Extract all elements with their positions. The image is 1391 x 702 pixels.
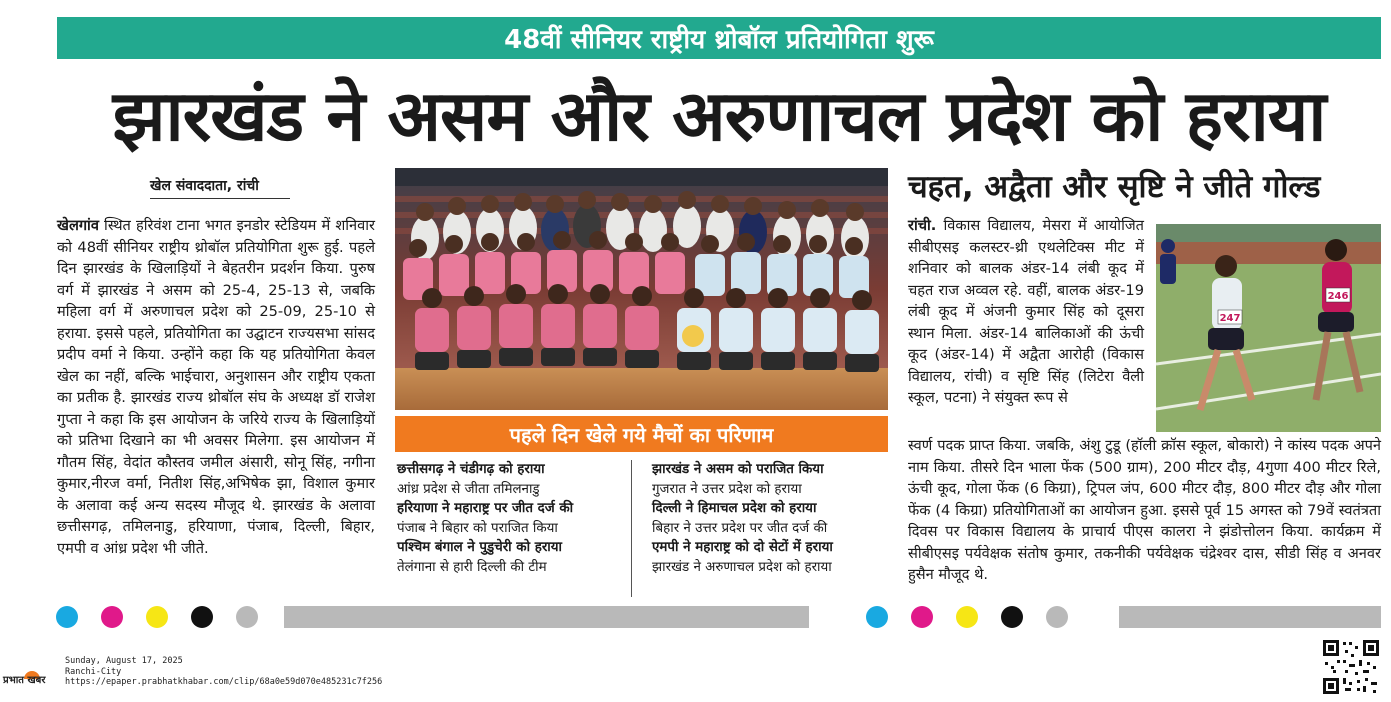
byline: खेल संवाददाता, रांची [150, 178, 259, 194]
result-line: बिहार ने उत्तर प्रदेश पर जीत दर्ज की [652, 520, 828, 536]
runner-background [1160, 239, 1176, 284]
bib-number: 246 [1327, 291, 1349, 302]
secondary-story-continued: स्वर्ण पदक प्राप्त किया. जबकि, अंशु टुडू (हॉली क्रॉस स्कूल, बोकारो) ने कांस्य पदक अपने नाम किया. तीसरे दिन भाला फेंक (500 ग्राम), 200 मीटर दौड़, 4गुणा 400 मीटर रिले, ऊंची कूद, गोला फेंक (6 किग्रा), ट्रिपल जंप, 600 मीटर दौड़, 800 मीटर दौड़ और गोला फेंक (4 किग्रा) प्रतियोगिताओं का आयोजन हुआ. इससे पूर्व 15 अगस्त को 79वें स्वतंत्रता दिवस पर विकास विद्यालय के प्राचार्य पीएस कालरा ने झंडोत्तोलन किया. कार्यक्रम में सीबीएसइ पर्यवेक्षक संतोष कुमार, तकनीकी पर्यवेक्षक चंद्रेश्वर दास, सीडी सिंह व अनवर हुसैन मौजूद थे. [908, 437, 1381, 583]
team-photo-illustration [395, 168, 888, 410]
result-line: पश्चिम बंगाल ने पुडुचेरी को हराया [397, 540, 563, 555]
main-story-body [57, 215, 375, 559]
main-headline: झारखंड ने असम और अरुणाचल प्रदेश को हराया [112, 75, 1326, 157]
result-line: झारखंड ने अरुणाचल प्रदेश को हराया [652, 559, 832, 575]
result-line: आंध्र प्रदेश से जीता तमिलनाडु [397, 481, 540, 497]
result-line: गुजरात ने उत्तर प्रदेश को हराया [652, 481, 802, 497]
team-photo [395, 168, 888, 410]
yellow-registration-dot [146, 606, 168, 628]
kicker-banner [57, 17, 1381, 59]
black-registration-dot [191, 606, 213, 628]
results-column-2 [652, 460, 888, 577]
footer-clip-info [65, 656, 382, 688]
publisher-logo-icon [22, 664, 42, 672]
result-line: दिल्ली ने हिमाचल प्रदेश को हराया [652, 501, 817, 516]
cyan-registration-dot [56, 606, 78, 628]
result-line: छत्तीसगढ़ ने चंडीगढ़ को हराया [397, 462, 545, 477]
secondary-story-body [908, 215, 1144, 409]
cyan-registration-dot [866, 606, 888, 628]
throwball [682, 325, 704, 347]
magenta-registration-dot [101, 606, 123, 628]
result-line: तेलंगाना से हारी दिल्ली की टीम [397, 559, 547, 575]
bib-number: 247 [1219, 313, 1241, 324]
dateline: रांची. [908, 217, 937, 234]
athletics-photo-illustration [1156, 224, 1381, 432]
secondary-story-text: विकास विद्यालय, मेसरा में आयोजित सीबीएसइ कलस्टर-थ्री एथलेटिक्स मीट में शनिवार को बालक अंडर-14 लंबी कूद में चहत राज अव्वल रहे. वहीं, बालक अंडर-19 लंबी कूद में अंजनी कुमार सिंह को दूसरा स्थान मिला. अंडर-14 बालिकाओं की ऊंची कूद (अंडर-14) में अद्वैता आरोही (विकास विद्यालय, रांची) व सृष्टि सिंह (लिटेरा वैली स्कूल, पटना) ने संयुक्त रूप से [908, 217, 1144, 406]
registration-grey-bar [1119, 606, 1381, 628]
dateline: खेलगांव [57, 217, 99, 234]
registration-grey-bar [284, 606, 809, 628]
publisher-logo: प्रभात खबर [3, 675, 46, 686]
athletics-photo [1156, 224, 1381, 432]
qr-code-icon[interactable] [1321, 638, 1381, 696]
byline-rule [150, 198, 290, 199]
main-story-text: स्थित हरिवंश टाना भगत इनडोर स्टेडियम में शनिवार को 48वीं सीनियर राष्ट्रीय थ्रोबॉल प्रतियोगिता शुरू हुई. पहले दिन झारखंड के खिलाड़ियों ने बेहतरीन प्रदर्शन किया. पुरुष वर्ग में झारखंड ने असम को 25-4, 25-13 से, जबकि महिला वर्ग में अरुणाचल प्रदेश को 25-09, 25-10 से हराया. इससे पहले, प्रतियोगिता का उद्घाटन राज्यसभा सांसद प्रदीप वर्मा ने किया. उन्होंने कहा कि यह प्रतियोगिता केवल खेल का नहीं, बल्कि भाईचारा, अनुशासन और राष्ट्रीय एकता का प्रतीक है. झारखंड राज्य थ्रोबॉल संघ के अध्यक्ष डॉ राजेश गुप्ता ने कहा कि इस आयोजन के जरिये राज्य के खिलाड़ियों को प्रतिभा दिखाने का भी अवसर मिलेगा. इस आयोजन में गौतम सिंह, वेदांत कौस्तव जमील अंसारी, सोनू सिंह, नगीना कुमार,नीरज वर्मा, नितीश सिंह,अभिषेक झा, विशाल कुमार के अलावा कई अन्य सदस्य मौजूद थे. झारखंड के अलावा छत्तीसगढ़, तमिलनाडु, हरियाणा, पंजाब, दिल्ली, बिहार, एमपी व आंध्र प्रदेश भी जीते. [57, 217, 375, 557]
results-column-1 [397, 460, 622, 577]
result-line: एमपी ने महाराष्ट्र को दो सेटों में हराया [652, 540, 833, 555]
footer-url[interactable]: https://epaper.prabhatkhabar.com/clip/68a0e59d070e485231c7f256 [65, 677, 383, 688]
results-banner: पहले दिन खेले गये मैचों का परिणाम [395, 416, 888, 452]
magenta-registration-dot [911, 606, 933, 628]
grey-registration-dot [236, 606, 258, 628]
yellow-registration-dot [956, 606, 978, 628]
black-registration-dot [1001, 606, 1023, 628]
result-line: पंजाब ने बिहार को पराजित किया [397, 520, 558, 536]
grey-registration-dot [1046, 606, 1068, 628]
kicker-text: 48वीं सीनियर राष्ट्रीय थ्रोबॉल प्रतियोगिता शुरू [504, 25, 934, 55]
secondary-headline: चहत, अद्वैता और सृष्टि ने जीते गोल्ड [908, 169, 1321, 205]
footer-date: Sunday, August 17, 2025 [65, 656, 183, 666]
column-divider [631, 460, 632, 597]
footer-edition: Ranchi-City [65, 666, 122, 677]
result-line: हरियाणा ने महाराष्ट्र पर जीत दर्ज की [397, 501, 574, 516]
result-line: झारखंड ने असम को पराजित किया [652, 462, 824, 477]
